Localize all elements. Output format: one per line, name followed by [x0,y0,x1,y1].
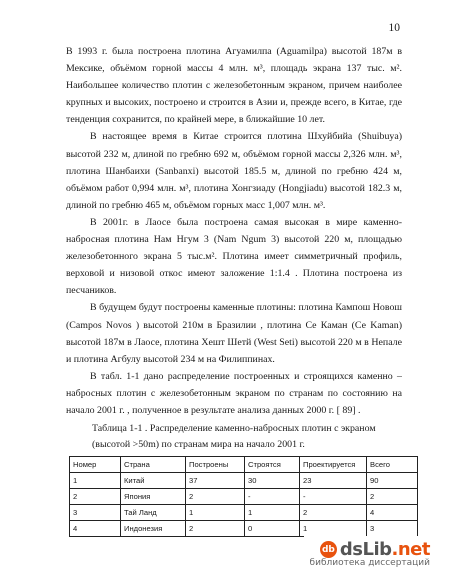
table-row [70,473,418,489]
dams-table [69,456,418,537]
table-row [70,521,418,537]
table-caption: Таблица 1-1 . Распределение каменно-набросных плотин с экраном (высотой >50m) по странам мира на начало 2001 г. [92,423,376,450]
header-cell: Построены [186,457,245,473]
table-cell: 2 [186,489,245,505]
watermark-logo [310,539,430,560]
header-cell: Всего [367,457,418,473]
paragraph-4: В будущем будут построены каменные плотины: плотина Кампош Новош (Campos Novos ) высотой 210м в Бразилии , плотина Се Каман (Се Kaman) высотой 187м в Лаосе, плотина Хешт Шетй (West Seti) высотой 220 м в Непале и плотина Агбулу высотой 234 м на Филиппинах. [66,302,402,365]
body-text [66,43,402,419]
header-cell: Страна [121,457,186,473]
table-cell: - [245,489,300,505]
table-cell: Тай Ланд [121,505,186,521]
table-cell: Япония [121,489,186,505]
header-cell: Строятся [245,457,300,473]
table-cell: 4 [70,521,121,537]
table-cell: Индонезия [121,521,186,537]
paragraph-3: В 2001г. в Лаосе была построена самая высокая в мире каменно-набросная плотина Нам Нгум 3 (Nam Ngum 3) высотой 220 м, площадью железобетонного экрана 5 тыс.м². Плотина имеет симметричный профиль, верховой и низовой откос имеют заложение 1:1.4 . Плотина построена из песчаников. [66,216,402,297]
paragraph-2: В настоящее время в Китае строится плотина Шхуйбийа (Shuibuya) высотой 232 м, длиной по гребню 692 м, объёмом горной массы 2,326 млн. м³, плотина Шанбаихи (Sanbanxi) высотой 185.5 м, длиной по гребню 424 м, объёмом работ 0,994 млн. м³, плотина Хонгзиаду (Hongjiadu) высотой 182.3 м, длиной по гребню 465 м, объёмом горных масс 1,007 млн. м³. [66,131,402,211]
table-cell: 90 [367,473,418,489]
table-cell: 2 [186,521,245,537]
page-number: 10 [388,22,400,34]
table-cell: 3 [367,521,418,537]
table-cell: 2 [367,489,418,505]
table-cell: 4 [367,505,418,521]
table-cell: 1 [186,505,245,521]
watermark-subtitle: библиотека диссертаций [309,558,430,568]
table-cell: 37 [186,473,245,489]
table-cell: 1 [70,473,121,489]
table-cell: Китай [121,473,186,489]
table-cell: 2 [300,505,367,521]
table-cell: 30 [245,473,300,489]
table-cell: 0 [245,521,300,537]
watermark-brand-main: dsLib [339,539,392,560]
table-header-row [70,457,418,473]
table-row [70,505,418,521]
dslib-logo-icon: db [320,541,337,558]
table-row [70,489,418,505]
header-cell: Проектируется [300,457,367,473]
paragraph-5: В табл. 1-1 дано распределение построенных и строящихся каменно – набросных плотин с железобетонным экраном по странам по состоянию на начало 2001 г. , полученное в результате анализа данных 2000 г. [ 89] . [66,370,402,416]
header-cell: Номер [70,457,121,473]
table-cell: 2 [70,489,121,505]
watermark-brand-suffix: .net [391,539,430,560]
table-cell: 1 [300,521,367,537]
paragraph-1: В 1993 г. была построена плотина Агуамилпа (Aguamilpa) высотой 187м в Мексике, объёмом горной массы 4 млн. м³, площадь экрана 137 тыс. м². Наибольшее количество плотин с железобетонным экраном, причем наиболее крупных и высоких, построено и строится в Азии и, прежде всего, в Китае, где тенденция сохранится, по крайней мере, в ближайшие 10 лет. [66,46,402,126]
table-cell: 23 [300,473,367,489]
table-cell: 1 [245,505,300,521]
watermark-brand [340,539,430,560]
table-cell: 3 [70,505,121,521]
table-cell: - [300,489,367,505]
dslib-watermark[interactable] [304,536,436,571]
